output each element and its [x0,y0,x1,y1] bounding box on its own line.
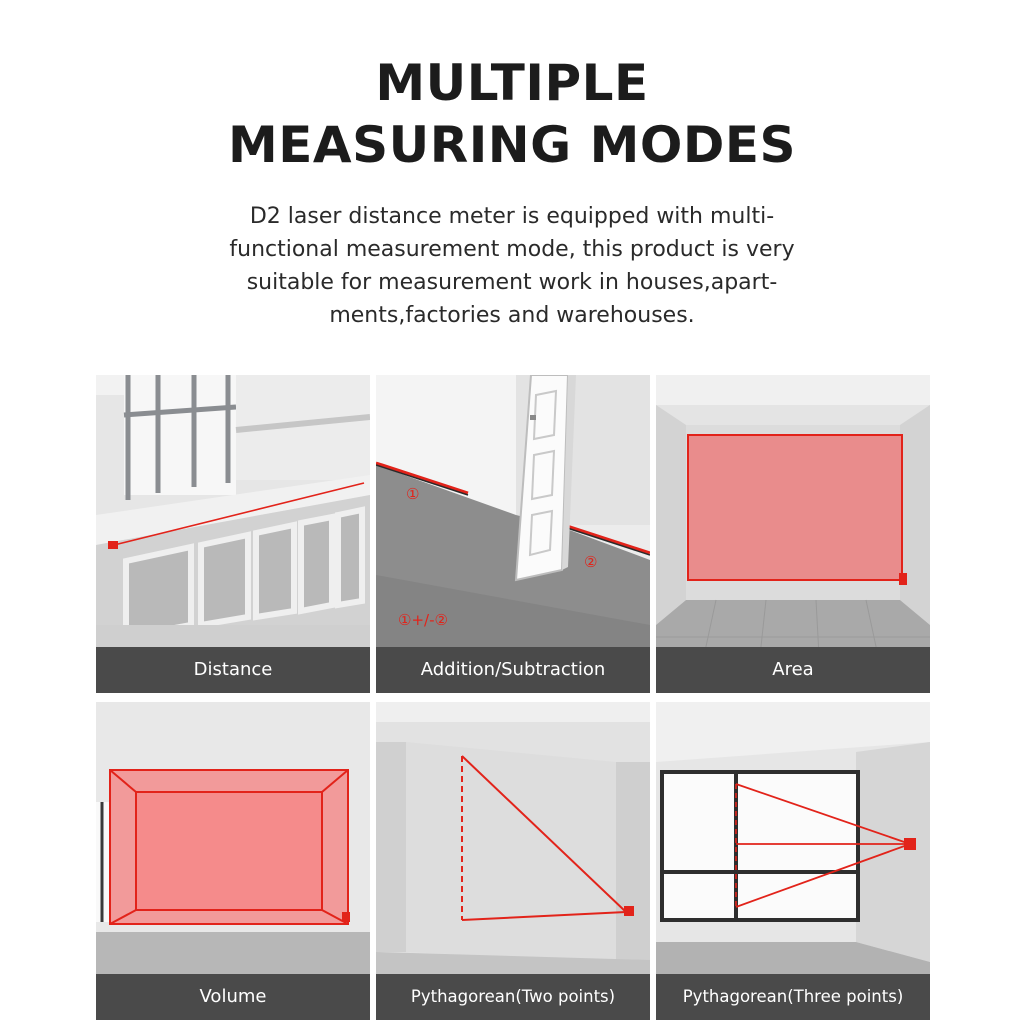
caption-area: Area [656,647,930,693]
description-line-4: ments,factories and warehouses. [329,303,695,328]
volume-scene-illustration [96,702,370,1020]
caption-addition-subtraction: Addition/Subtraction [376,647,650,693]
addition-scene-illustration [376,375,650,693]
marker-measurement-2: ② [584,553,598,571]
mode-panel-pythagorean-two-points [376,702,650,1020]
marker-formula: ①+/-② [398,611,448,629]
mode-panel-pythagorean-three-points [656,702,930,1020]
page-title [0,52,1024,176]
area-scene-illustration [656,375,930,693]
mode-panel-volume [96,702,370,1020]
distance-scene-illustration [96,375,370,693]
caption-distance: Distance [96,647,370,693]
pythagorean-three-scene-illustration [656,702,930,1020]
description-line-1: D2 laser distance meter is equipped with multi- [249,204,775,229]
title-line-1: MULTIPLE [375,54,649,112]
product-description [162,200,862,332]
description-line-3: suitable for measurement work in houses,apart- [246,270,778,295]
pythagorean-two-scene-illustration [376,702,650,1020]
caption-volume: Volume [96,974,370,1020]
mode-panel-addition-subtraction [376,375,650,693]
description-line-2: functional measurement mode, this product is very [229,237,795,262]
title-line-2: MEASURING MODES [227,116,797,174]
mode-panel-area [656,375,930,693]
caption-pythagorean-two-points: Pythagorean(Two points) [376,974,650,1020]
marker-measurement-1: ① [406,485,420,503]
mode-panel-distance [96,375,370,693]
caption-pythagorean-three-points: Pythagorean(Three points) [656,974,930,1020]
